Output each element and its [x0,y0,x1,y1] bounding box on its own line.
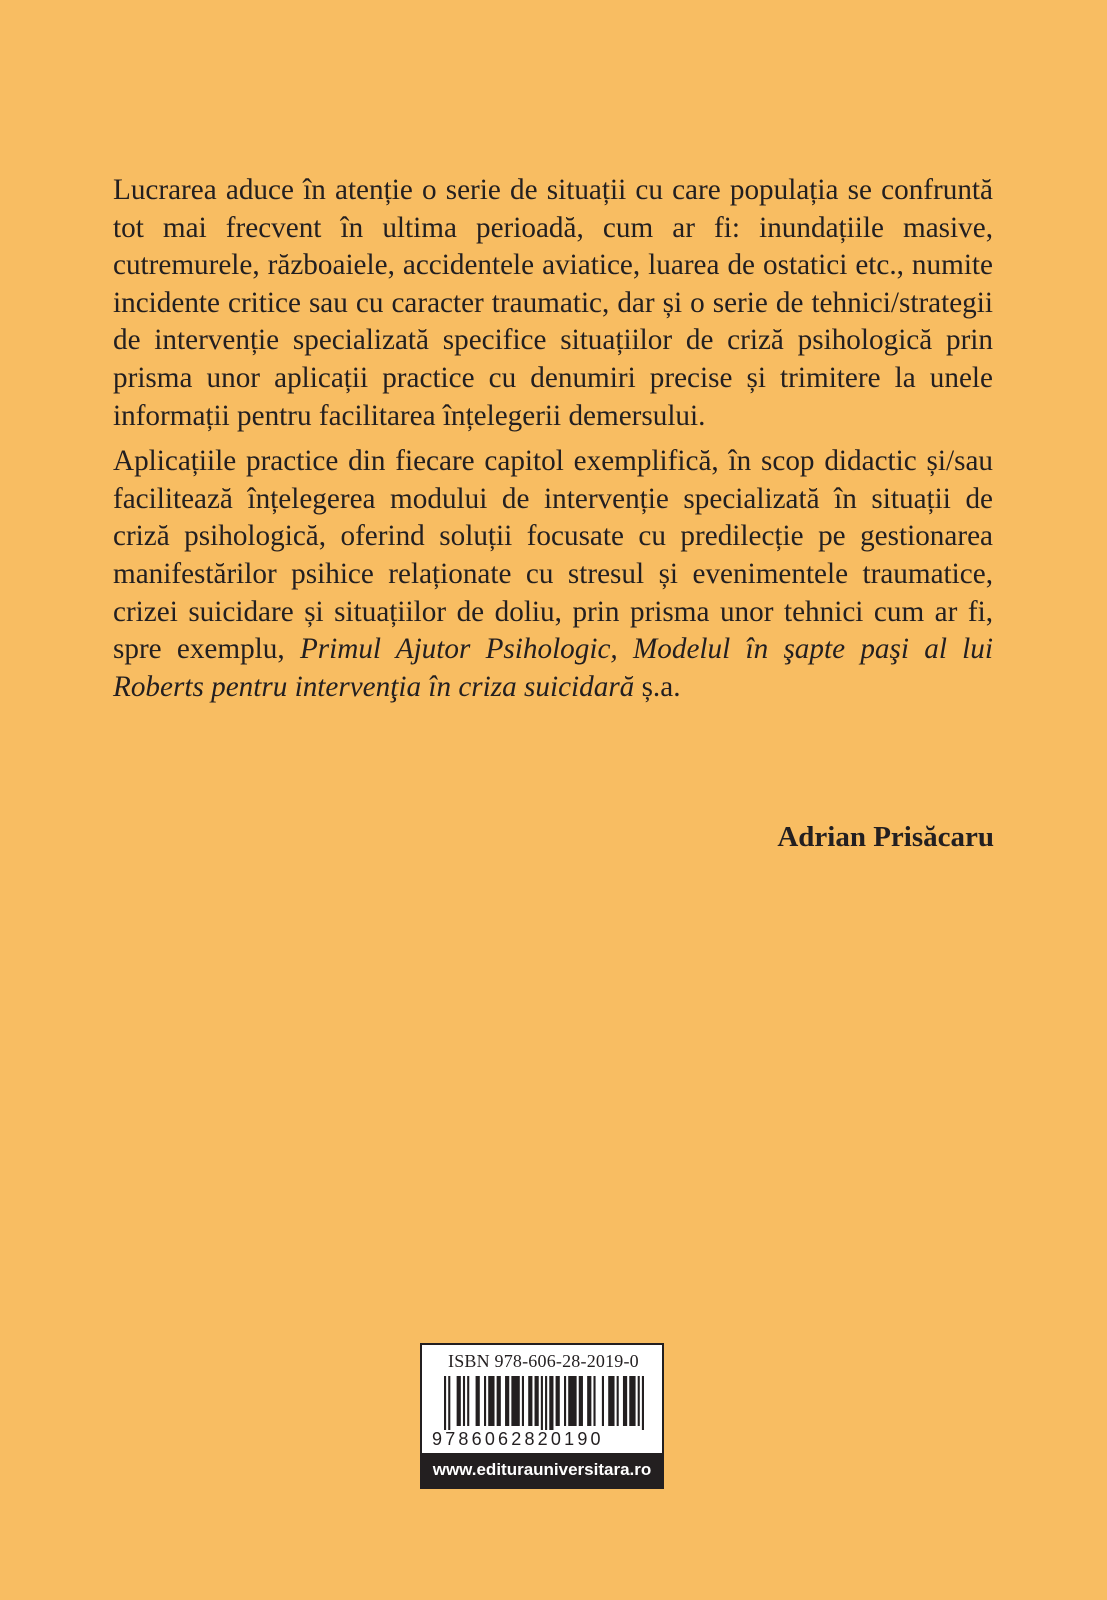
barcode-bar [545,1376,547,1430]
barcode-bar [511,1376,519,1426]
description-paragraph-1: Lucrarea aduce în atenție o serie de situații cu care populația se confruntă tot mai frecvent în ultima perioadă, cum ar fi: inundațiile masive, cutremurele, războaiele, accidentele aviatice, luarea de ostatici etc., numite incidente critice sau cu caracter traumatic, dar și o serie de tehnici/strategii de intervenție specializată specifice situațiilor de criză psihologică prin prisma unor aplicații practice cu denumiri precise și trimitere la unele informații pentru facilitarea înțelegerii demersului. [113,174,993,432]
barcode-bar [564,1376,566,1426]
paragraph-2-end: ș.a. [634,670,681,703]
barcode-bar [608,1376,614,1426]
barcode-bar [623,1376,627,1426]
barcode-bar [541,1376,543,1430]
barcode-bar [549,1376,553,1430]
barcode-bar [444,1376,446,1430]
description-paragraph-2 [113,443,993,706]
isbn-label: ISBN 978-606-28-2019-0 [448,1351,639,1371]
barcode-bar [642,1376,644,1430]
barcode-bar [568,1376,576,1426]
paragraph-2-text: Aplicațiile practice din fiecare capitol exemplifică, în scop didactic și/sau facilitează înțelegerea modului de intervenție specializată în situații de criză psihologică, oferind soluții focusate cu predilecție pe gestionarea manifestărilor psihice relaționate cu stresul și evenimentele traumatice, crizei suicidare și situațiilor de doliu, prin prisma unor tehnici cum ar fi, spre exemplu, [113,445,993,666]
barcode-bar [476,1376,480,1426]
cover-description [113,172,993,714]
barcode-bar [638,1376,640,1426]
barcode-bar [587,1376,591,1426]
techniques-italic: Primul Ajutor Psihologic, Modelul în şapte paşi al lui Roberts pentru intervenţia în criza suicidară [113,633,993,703]
barcode-bar [535,1376,539,1426]
barcode-bar [457,1376,461,1426]
barcode-bar [505,1376,509,1426]
barcode-bar [448,1376,450,1430]
publisher-url: www.editurauniversitara.ro [422,1453,662,1487]
barcode-bar [488,1376,494,1426]
barcode-bar [602,1376,604,1426]
barcode-icon [444,1376,644,1430]
barcode-bar [497,1376,501,1426]
barcode-bar [617,1376,619,1426]
barcode-bar [629,1376,635,1426]
barcode-bar [522,1376,524,1426]
author-name: Adrian Prisăcaru [777,821,994,853]
isbn-barcode-box [420,1343,664,1489]
barcode-bar [579,1376,583,1426]
barcode-bar [593,1376,595,1426]
barcode-bar [556,1376,560,1426]
barcode-digits: 9786062820190 [432,1429,604,1449]
barcode-bar [484,1376,486,1426]
barcode-bar [463,1376,465,1426]
barcode-bar [528,1376,532,1426]
barcode-bar [467,1376,469,1426]
